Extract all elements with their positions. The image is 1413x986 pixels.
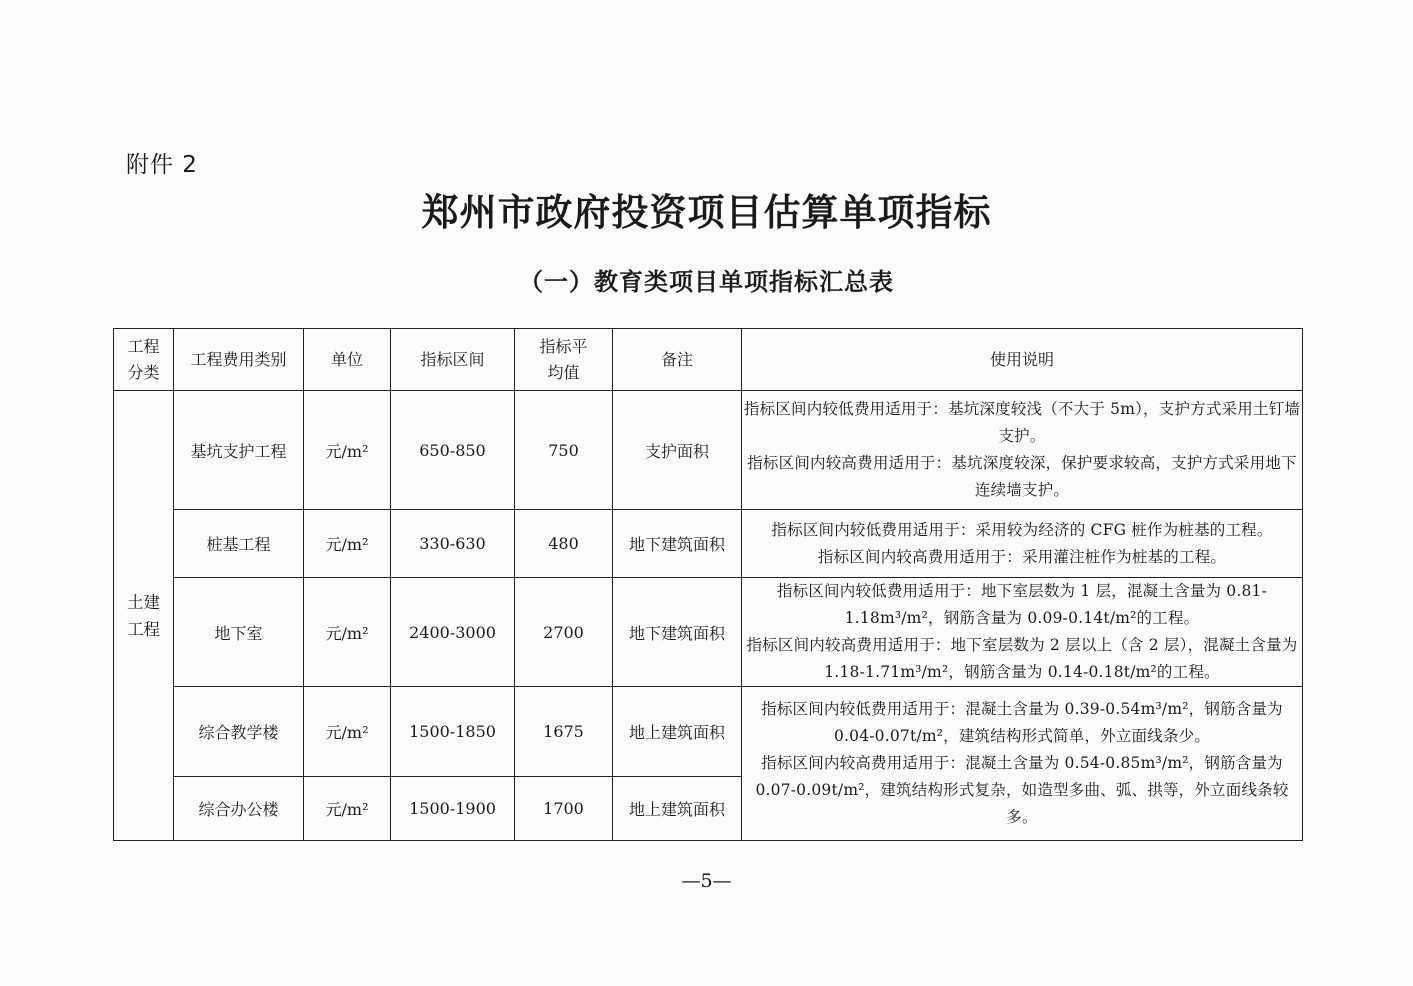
unit-cell: 元/m² — [304, 510, 391, 578]
usage-cell-shared: 指标区间内较低费用适用于：混凝土含量为 0.39-0.54m³/m²，钢筋含量为 0.04-0.07t/m²，建筑结构形式简单，外立面线条少。 指标区间内较高费用适用于：混凝土含量为 0.54-0.85m³/m²，钢筋含量为 0.07-0.09t/m²，建筑结构形式复杂，如造型多曲、弧、拱等，外立面线条较多。 — [742, 687, 1303, 841]
attachment-label: 附件 2 — [126, 152, 198, 178]
header-cost-type: 工程费用类别 — [174, 329, 304, 391]
unit-cell: 元/m² — [304, 391, 391, 510]
avg-cell: 2700 — [515, 578, 613, 687]
header-category: 工程 分类 — [114, 329, 174, 391]
avg-cell: 1675 — [515, 687, 613, 777]
header-avg: 指标平 均值 — [515, 329, 613, 391]
range-cell: 330-630 — [391, 510, 515, 578]
range-cell: 2400-3000 — [391, 578, 515, 687]
remark-cell: 支护面积 — [613, 391, 742, 510]
table-row — [114, 510, 1303, 578]
header-row — [114, 329, 1303, 391]
cost-type-cell: 综合教学楼 — [174, 687, 304, 777]
remark-cell: 地上建筑面积 — [613, 687, 742, 777]
unit-cell: 元/m² — [304, 687, 391, 777]
header-remark: 备注 — [613, 329, 742, 391]
cost-type-cell: 地下室 — [174, 578, 304, 687]
category-cell: 土建 工程 — [114, 391, 174, 841]
remark-cell: 地下建筑面积 — [613, 510, 742, 578]
range-cell: 1500-1900 — [391, 777, 515, 841]
table-subtitle: （一）教育类项目单项指标汇总表 — [519, 267, 894, 296]
remark-cell: 地下建筑面积 — [613, 578, 742, 687]
avg-cell: 1700 — [515, 777, 613, 841]
usage-cell: 指标区间内较低费用适用于：采用较为经济的 CFG 桩作为桩基的工程。 指标区间内较高费用适用于：采用灌注桩作为桩基的工程。 — [742, 510, 1303, 578]
range-cell: 1500-1850 — [391, 687, 515, 777]
range-cell: 650-850 — [391, 391, 515, 510]
table-row — [114, 391, 1303, 510]
avg-cell: 750 — [515, 391, 613, 510]
usage-cell: 指标区间内较低费用适用于：地下室层数为 1 层，混凝土含量为 0.81-1.18m³/m²，钢筋含量为 0.09-0.14t/m²的工程。 指标区间内较高费用适用于：地下室层数为 2 层以上（含 2 层），混凝土含量为 1.18-1.71m³/m²，钢筋含量为 0.14-0.18t/m²的工程。 — [742, 578, 1303, 687]
avg-cell: 480 — [515, 510, 613, 578]
page-number: —5— — [681, 870, 732, 892]
unit-cell: 元/m² — [304, 777, 391, 841]
page-title: 郑州市政府投资项目估算单项指标 — [421, 190, 992, 234]
table-row — [114, 687, 1303, 777]
unit-cell: 元/m² — [304, 578, 391, 687]
header-unit: 单位 — [304, 329, 391, 391]
indicator-table — [113, 328, 1303, 841]
usage-cell: 指标区间内较低费用适用于：基坑深度较浅（不大于 5m），支护方式采用土钉墙支护。 指标区间内较高费用适用于：基坑深度较深，保护要求较高，支护方式采用地下连续墙支护。 — [742, 391, 1303, 510]
header-usage: 使用说明 — [742, 329, 1303, 391]
table-row — [114, 578, 1303, 687]
cost-type-cell: 桩基工程 — [174, 510, 304, 578]
cost-type-cell: 综合办公楼 — [174, 777, 304, 841]
cost-type-cell: 基坑支护工程 — [174, 391, 304, 510]
remark-cell: 地上建筑面积 — [613, 777, 742, 841]
header-range: 指标区间 — [391, 329, 515, 391]
